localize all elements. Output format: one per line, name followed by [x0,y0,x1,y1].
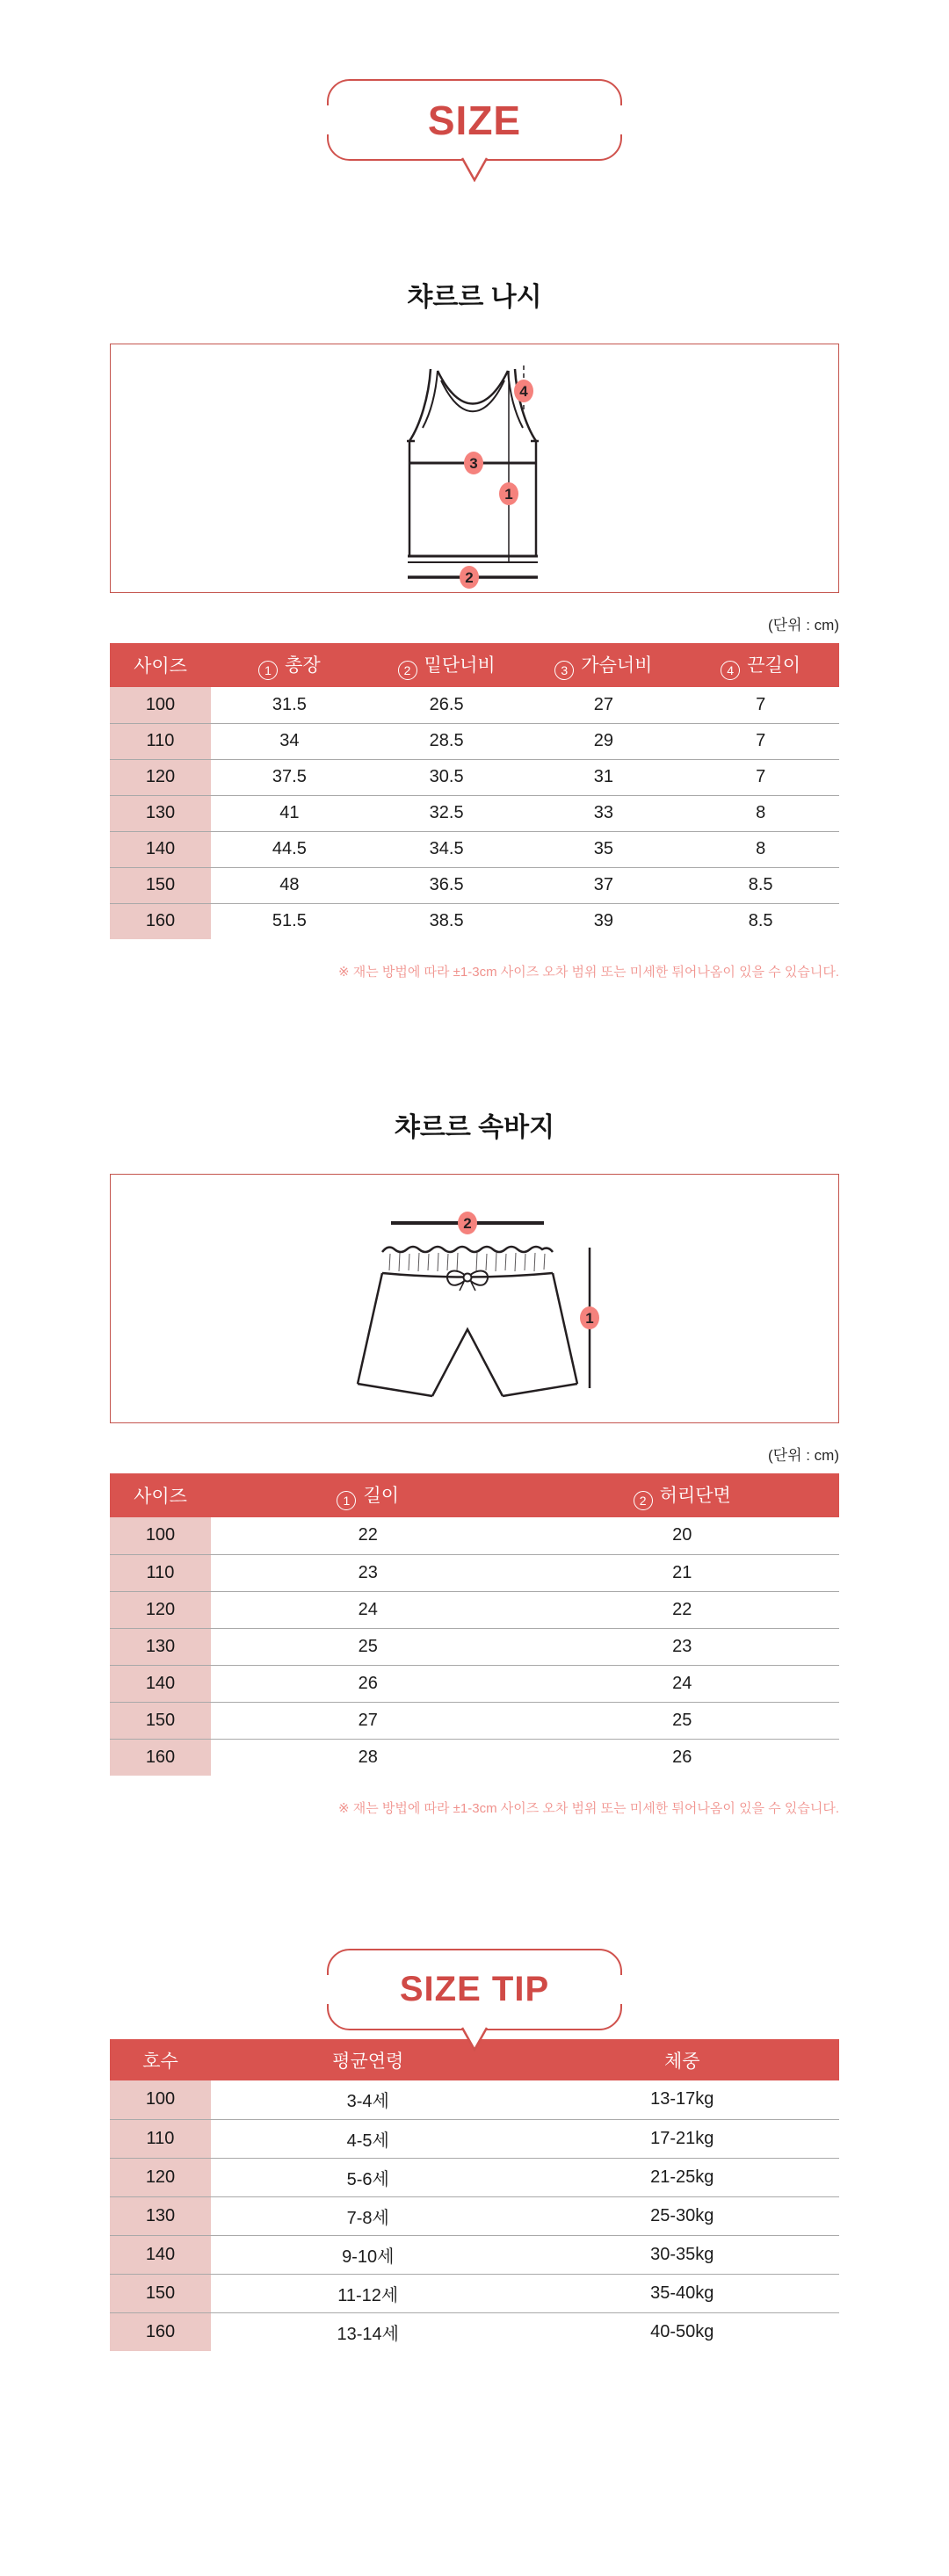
tank-top-size-table [110,643,839,939]
bubble-border-gap-left [325,1975,332,2004]
table-header-row [110,643,839,687]
table-row: 100 22 20 [110,1517,839,1554]
bubble-border-gap-right [617,1975,624,2004]
bubble-border-gap-right [617,105,624,134]
marker-1 [499,482,518,505]
col-header-length: 1 길이 [211,1473,525,1517]
unit-label-top: (단위 : cm) [768,617,839,633]
col-header-size: 사이즈 [110,1473,211,1517]
measurement-note-top: ※ 재는 방법에 따라 ±1-3cm 사이즈 오차 범위 또는 미세한 튀어나옴이 있을 수 있습니다. [337,965,839,980]
table-row: 160 13-14세 40-50kg [110,2312,839,2351]
marker-3 [464,452,483,474]
table-row: 150 27 25 [110,1702,839,1739]
col-header-length: 1 총장 [211,643,368,687]
size-tip-label: SIZE TIP [399,1970,550,2008]
tank-top-line-art-icon [111,344,838,592]
svg-text:2: 2 [465,569,474,586]
col-header-hem-width: 2 밑단너비 [368,643,525,687]
table-row: 120 24 22 [110,1591,839,1628]
size-header-bubble [327,79,622,161]
col-header-average-age: 평균연령 [211,2039,525,2080]
marker-2 [458,1212,477,1234]
marker-4 [514,380,533,402]
col-header-chest-width: 3 가슴너비 [525,643,683,687]
table-row: 160 28 26 [110,1739,839,1776]
section-title-bottom: 챠르르 속바지 [394,1113,555,1142]
table-row: 130 25 23 [110,1628,839,1665]
table-header-row [110,1473,839,1517]
shorts-line-art-icon [111,1175,838,1422]
size-guide-page [110,0,839,2351]
table-row: 120 5-6세 21-25kg [110,2158,839,2196]
table-row: 150 48 36.5 37 8.5 [110,867,839,903]
bubble-tail-icon [460,157,489,182]
table-row: 130 7-8세 25-30kg [110,2196,839,2235]
table-row: 130 41 32.5 33 8 [110,795,839,831]
col-header-size: 사이즈 [110,643,211,687]
svg-text:3: 3 [469,455,478,472]
shorts-size-table [110,1473,839,1776]
circled-number-icon: 3 [554,661,574,680]
col-header-weight: 체중 [525,2039,840,2080]
circled-number-icon: 4 [721,661,740,680]
circled-number-icon: 1 [258,661,278,680]
col-header-size-number: 호수 [110,2039,211,2080]
table-row: 110 34 28.5 29 7 [110,723,839,759]
size-tip-bubble [327,1949,622,2030]
col-header-strap-length: 4 끈길이 [682,643,839,687]
size-header-label: SIZE [427,97,522,143]
marker-1 [580,1306,599,1329]
svg-text:1: 1 [504,486,513,503]
tank-top-diagram [110,344,839,593]
table-row: 100 31.5 26.5 27 7 [110,687,839,723]
measurement-note-bottom: ※ 재는 방법에 따라 ±1-3cm 사이즈 오차 범위 또는 미세한 튀어나옴이 있을 수 있습니다. [337,1801,839,1816]
bubble-border-gap-left [325,105,332,134]
table-row: 110 23 21 [110,1554,839,1591]
circled-number-icon: 2 [398,661,417,680]
table-row: 140 9-10세 30-35kg [110,2235,839,2274]
circled-number-icon: 2 [634,1491,653,1510]
table-row: 140 26 24 [110,1665,839,1702]
table-row: 120 37.5 30.5 31 7 [110,759,839,795]
section-title-top: 챠르르 나시 [407,283,542,312]
table-row: 150 11-12세 35-40kg [110,2274,839,2312]
col-header-waist: 2 허리단면 [525,1473,840,1517]
table-row: 100 3-4세 13-17kg [110,2080,839,2119]
svg-text:1: 1 [585,1310,594,1327]
size-tip-table [110,2039,839,2351]
table-row: 110 4-5세 17-21kg [110,2119,839,2158]
marker-2 [460,566,479,589]
unit-label-bottom: (단위 : cm) [768,1447,839,1464]
shorts-diagram [110,1174,839,1423]
table-row: 160 51.5 38.5 39 8.5 [110,903,839,939]
svg-text:2: 2 [463,1215,472,1232]
svg-text:4: 4 [519,383,528,400]
bubble-tail-icon [460,2027,489,2051]
table-row: 140 44.5 34.5 35 8 [110,831,839,867]
circled-number-icon: 1 [337,1491,356,1510]
